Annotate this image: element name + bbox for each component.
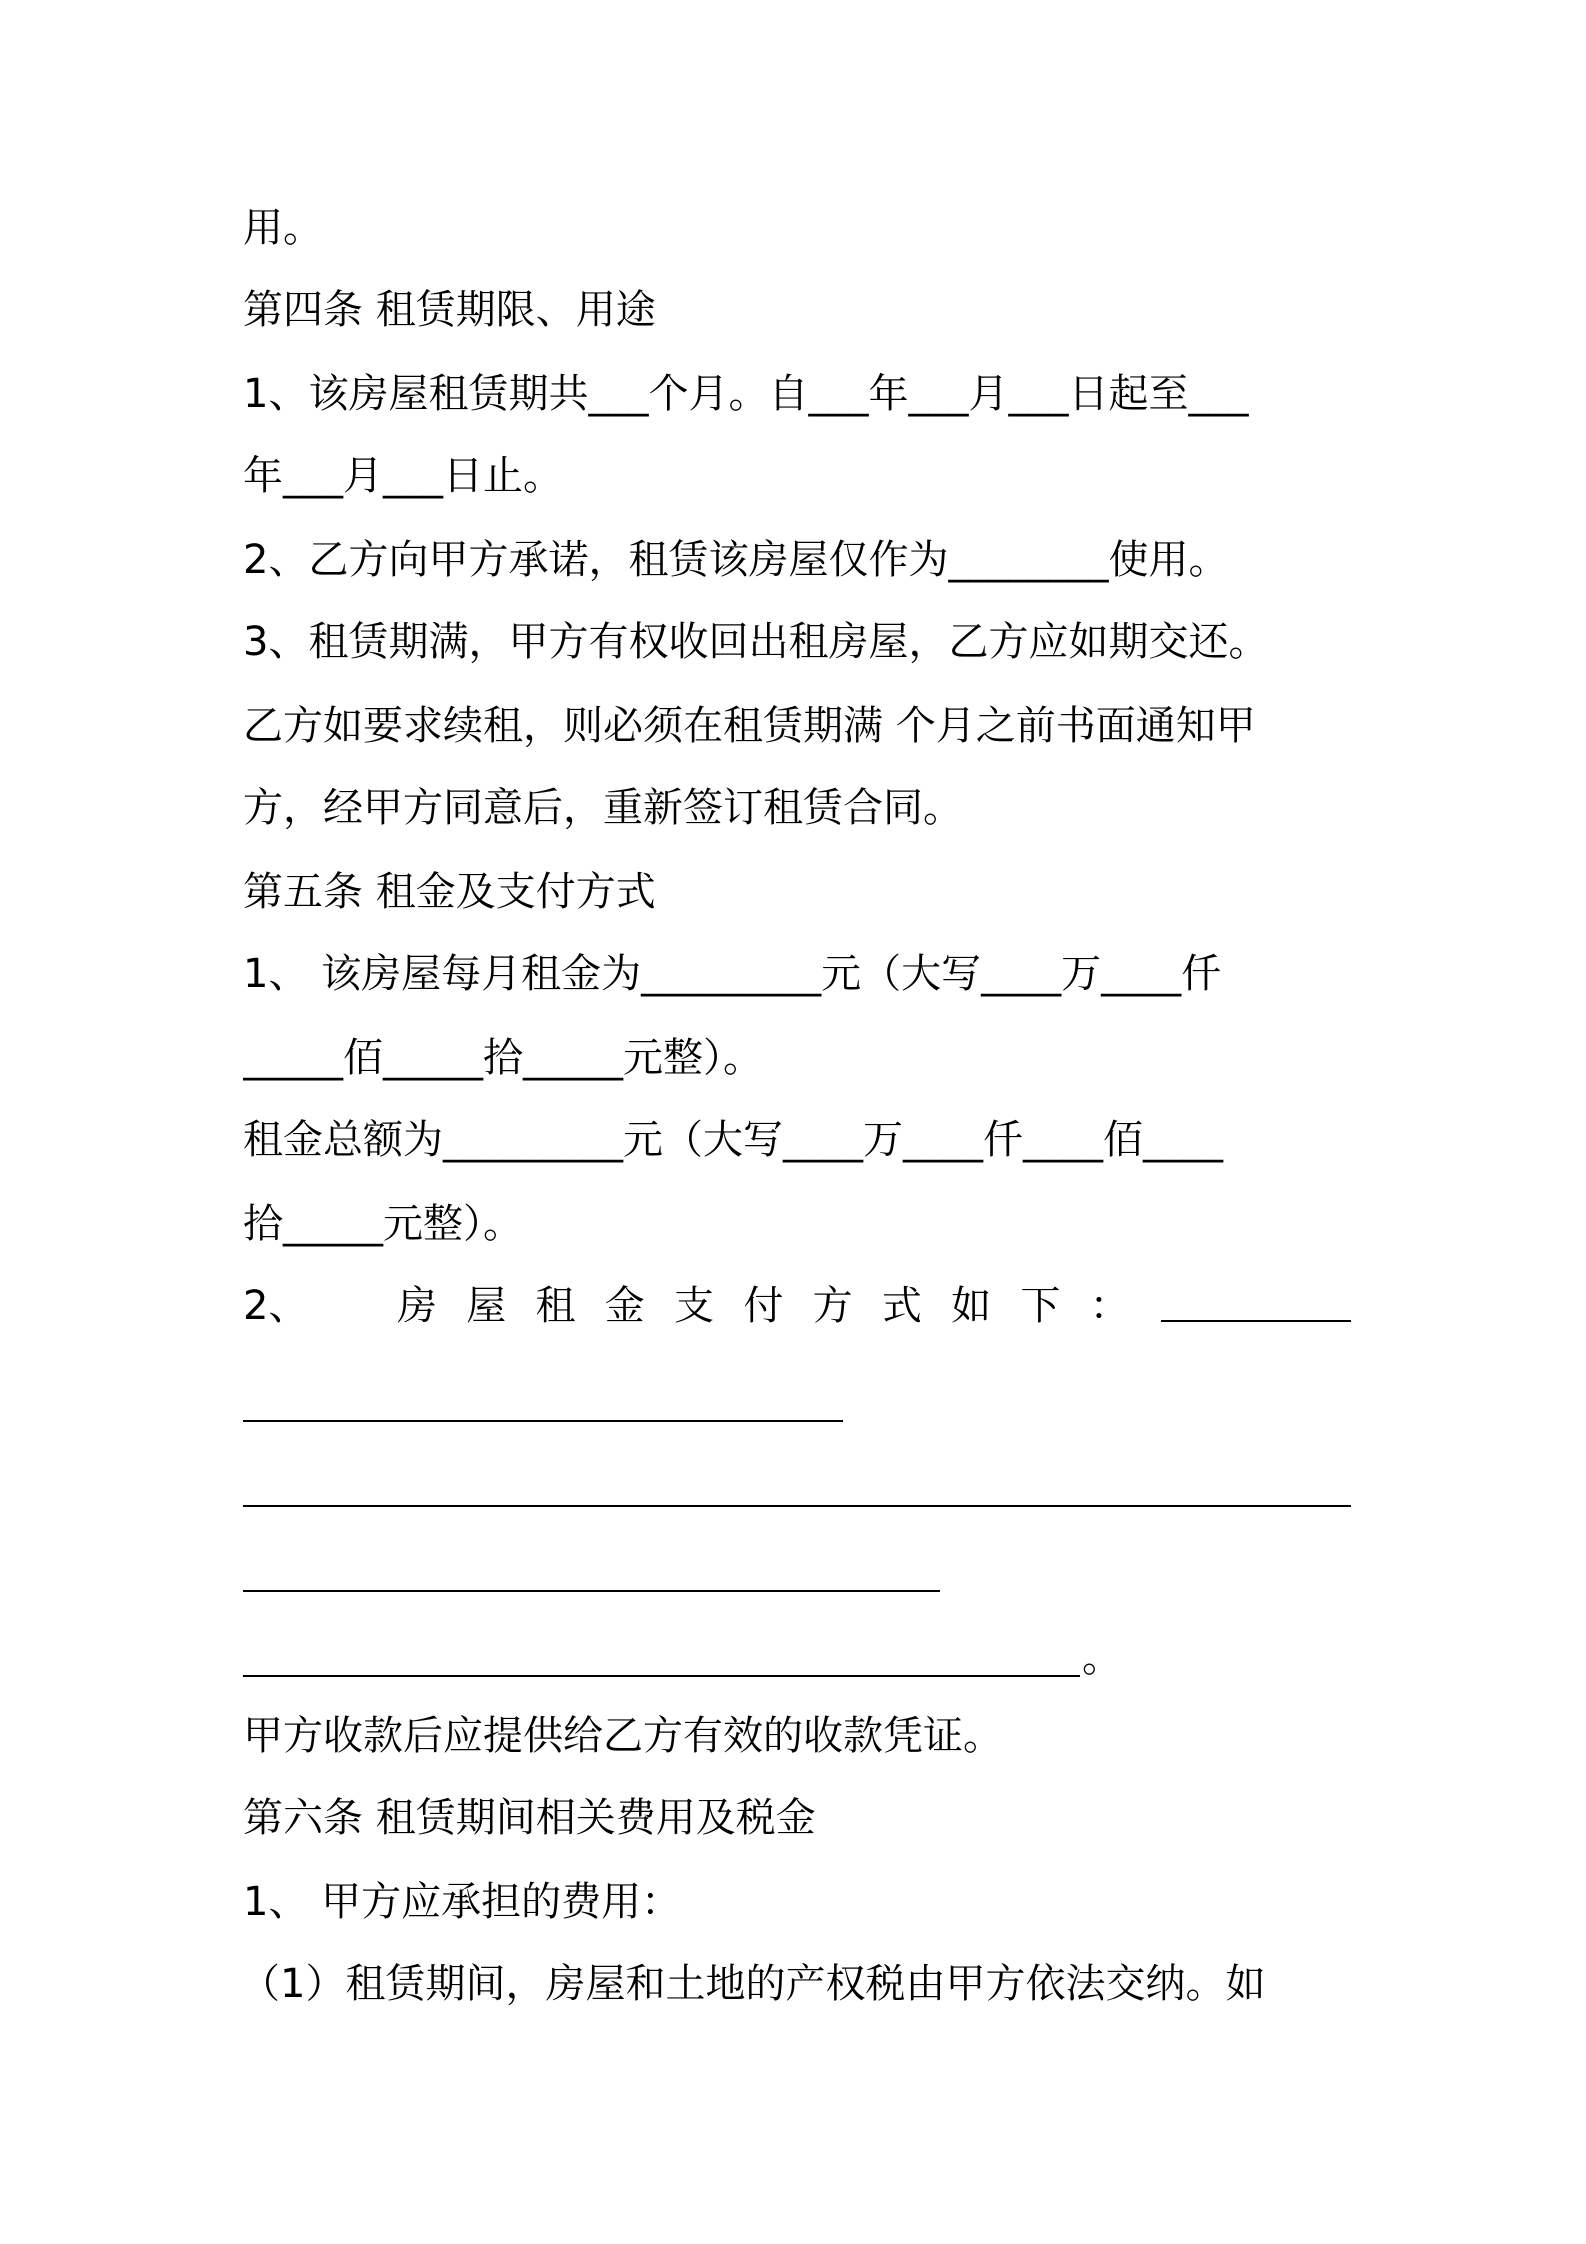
blank-rule-2	[243, 1505, 1351, 1507]
clause-4-1-line-2: 年___月___日止。	[243, 453, 563, 499]
spread-char: 租	[535, 1283, 576, 1329]
blank-end-period: 。	[1082, 1635, 1122, 1681]
total-rent-line-1: 租金总额为_________元（大写____万____仟____佰____	[243, 1117, 1223, 1163]
blank-rule-4	[243, 1675, 1080, 1677]
spread-char: 付	[743, 1283, 784, 1329]
clause-4-3-line-2: 乙方如要求续租，则必须在租赁期满 个月之前书面通知甲	[243, 703, 1256, 749]
spread-char: 如	[951, 1283, 992, 1329]
clause-4-3-line-3: 方，经甲方同意后，重新签订租赁合同。	[243, 785, 963, 831]
blank-rule-1	[243, 1420, 843, 1422]
spread-char: 房	[396, 1283, 437, 1329]
article-4-heading: 第四条 租赁期限、用途	[243, 287, 656, 333]
spread-char: 方	[812, 1283, 853, 1329]
clause-4-1-line-1: 1、该房屋租赁期共___个月。自___年___月___日起至___	[243, 371, 1249, 417]
clause-5-2-label: 2、	[243, 1283, 309, 1329]
clause-6-1: 1、 甲方应承担的费用：	[243, 1879, 682, 1925]
spread-char: 式	[881, 1283, 922, 1329]
spread-char: 支	[674, 1283, 715, 1329]
receipt-line: 甲方收款后应提供给乙方有效的收款凭证。	[243, 1713, 1003, 1759]
article-5-heading: 第五条 租金及支付方式	[243, 869, 656, 915]
spread-char: ：	[1089, 1283, 1130, 1329]
clause-5-1-line-2: _____佰_____拾_____元整）。	[243, 1035, 763, 1081]
article-6-heading: 第六条 租赁期间相关费用及税金	[243, 1795, 816, 1841]
total-rent-line-2: 拾_____元整）。	[243, 1201, 523, 1247]
clause-5-1-line-1: 1、 该房屋每月租金为_________元（大写____万____仟	[243, 951, 1222, 997]
clause-6-1-1: （1）租赁期间，房屋和土地的产权税由甲方依法交纳。如	[240, 1961, 1266, 2007]
clause-4-2: 2、乙方向甲方承诺，租赁该房屋仅作为________使用。	[243, 537, 1229, 583]
payment-method-blank	[1161, 1276, 1351, 1322]
blank-rule-3	[243, 1590, 940, 1592]
spread-char: 屋	[466, 1283, 507, 1329]
text-line-continuation: 用。	[243, 205, 323, 251]
clause-5-2-line	[243, 1276, 1353, 1336]
spread-char: 金	[604, 1283, 645, 1329]
clause-4-3-line-1: 3、租赁期满，甲方有权收回出租房屋，乙方应如期交还。	[243, 619, 1269, 665]
spread-char: 下	[1020, 1283, 1061, 1329]
